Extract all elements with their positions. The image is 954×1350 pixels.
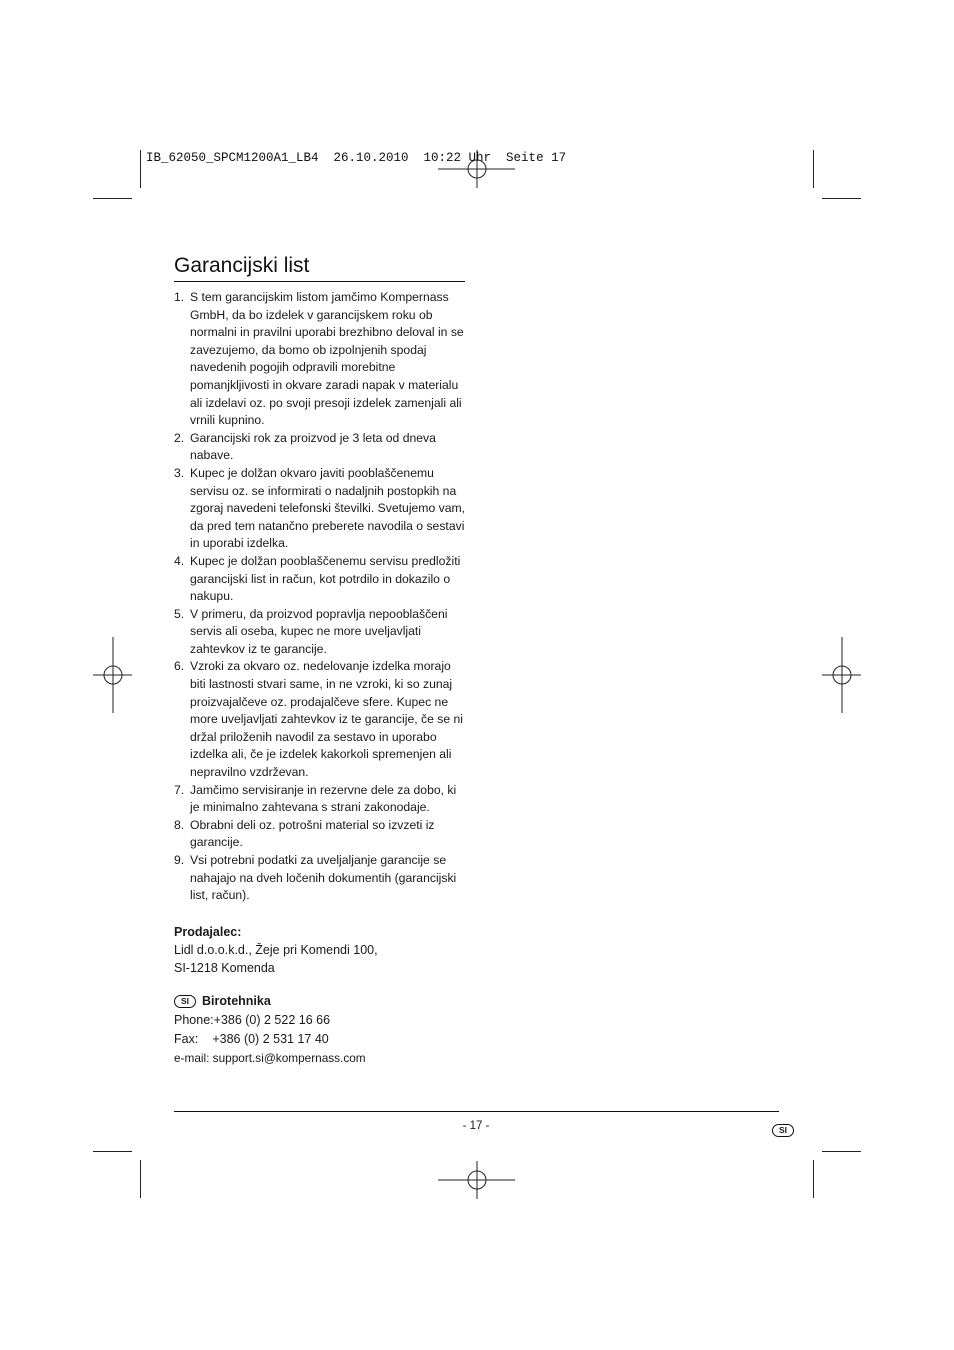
footer-divider <box>174 1111 779 1112</box>
service-name: Birotehnika <box>202 994 271 1008</box>
seller-address-line2: SI-1218 Komenda <box>174 961 275 975</box>
seller-address-line1: Lidl d.o.o.k.d., Žeje pri Komendi 100, <box>174 943 378 957</box>
list-item: 9. Vsi potrebni podatki za uveljaljanje garancije se nahajajo na dveh ločenih dokumentih (garancijski list, račun). <box>174 853 457 903</box>
list-item: 4. Kupec je dolžan pooblaščenemu servisu predložiti garancijski list in račun, kot potrdilo in dokazilo o nakupu. <box>174 553 461 604</box>
seller-label: Prodajalec: <box>174 925 242 939</box>
list-item: 1. S tem garancijskim listom jamčimo Kompernass GmbH, da bo izdelek v garancijskem roku ob normalni in pravilni uporabi brezhibno deloval in se zavezujemo, da bomo ob izpolnjenih spodaj navedenih pogojih odpravili morebitne pomanjkljivosti in okvare zaradi napak v materialu ali izdelavi oz. po svoji presoji izdelek zamenjali ali vrnili kupnino. <box>174 290 464 428</box>
print-slug: IB_62050_SPCM1200A1_LB4 26.10.2010 10:22 Uhr Seite 17 <box>146 151 567 165</box>
page-title: Garancijski list <box>174 254 310 277</box>
list-item: 8. Obrabni deli oz. potrošni material so izvzeti iz garancije. <box>174 817 435 850</box>
service-phone: Phone:+386 (0) 2 522 16 66 <box>174 1013 331 1027</box>
service-header <box>174 992 366 1011</box>
list-item: 7. Jamčimo servisiranje in rezervne dele za dobo, ki je minimalno zahtevana s strani zakonodaje. <box>174 782 457 815</box>
list-item: 2. Garancijski rok za proizvod je 3 leta od dneva nabave. <box>174 430 436 463</box>
service-block <box>174 992 366 1068</box>
service-fax: Fax: +386 (0) 2 531 17 40 <box>174 1032 329 1046</box>
title-underline <box>174 281 465 282</box>
service-email: e-mail: support.si@kompernass.com <box>174 1051 366 1065</box>
language-badge: SI <box>772 1121 800 1139</box>
list-item: 5. V primeru, da proizvod popravlja nepooblaščeni servis ali oseba, kupec ne more uveljavljati zahtevkov iz te garancije. <box>174 606 448 656</box>
list-item: 3. Kupec je dolžan okvaro javiti pooblaščenemu servisu oz. se informirati o nadaljnih postopkih na zgoraj navedeni telefonski številki. Svetujemo vam, da pred tem natančno preberete navodila o sestavi in uporabi izdelka. <box>174 465 466 551</box>
page-number: - 17 - <box>462 1120 490 1132</box>
list-item: 6. Vzroki za okvaro oz. nedelovanje izdelka morajo biti lastnosti stvari same, in ne vzroki, ki so zunaj proizvajalčeve oz. prodajalčeve sfere. Kupec ne more uveljavljati zahtevkov iz te garancije, če se ni držal priloženih navodil za sestavo in uporabo izdelka ali, če je izdelek kakorkoli spremenjen ali nepravilno vzdrževan. <box>174 659 463 780</box>
country-badge: SI <box>174 995 196 1008</box>
seller-block <box>174 923 378 977</box>
warranty-terms-list <box>174 289 469 905</box>
